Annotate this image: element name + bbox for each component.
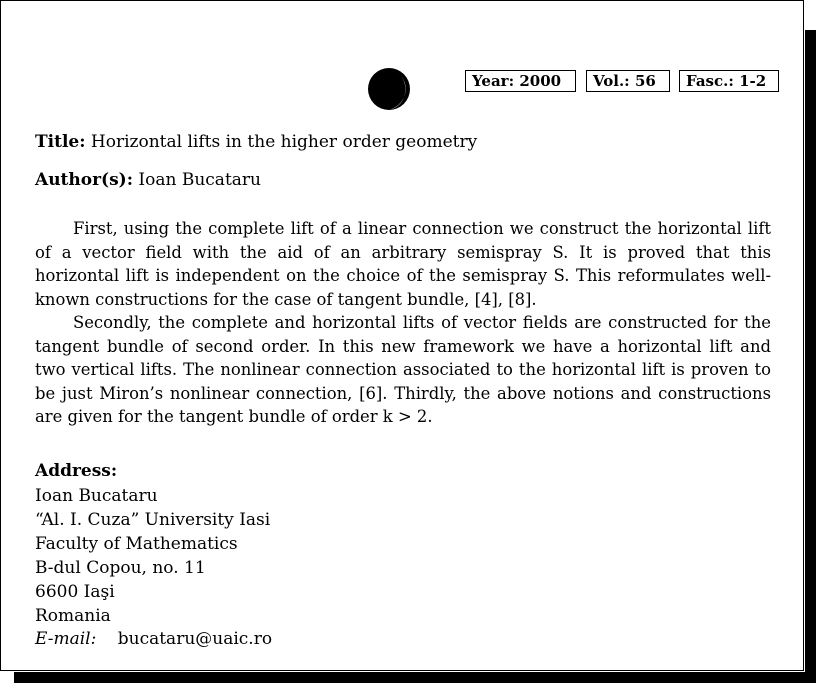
abstract-paragraph-2: Secondly, the complete and horizontal lifts of vector fields are constructed for the tangent bundle of second order. In this new framework we have a horizontal lift and two vertical lifts. The nonlinear connection associated to the horizontal lift is proven to be just Miron’s nonlinear connection, [6]. Thirdly, the above notions and constructions are given for the tangent bundle of order k > 2. [35, 313, 771, 426]
fascicle-badge: Fasc.: 1-2 [679, 70, 779, 92]
author-label: Author(s): [35, 170, 133, 190]
card-shadow-right [805, 30, 816, 683]
email-address[interactable]: bucataru@uaic.ro [117, 629, 273, 649]
author-row [35, 170, 261, 190]
abstract [35, 217, 771, 429]
article-author: Ioan Bucataru [138, 170, 261, 190]
card-shadow-bottom [14, 672, 816, 683]
email-row [35, 629, 272, 649]
address-line-city: 6600 Iaşi [35, 582, 115, 602]
title-label: Title: [35, 132, 86, 152]
article-title: Horizontal lifts in the higher order geometry [90, 132, 478, 152]
address-line-university: “Al. I. Cuza” University Iasi [35, 510, 271, 530]
address-line-country: Romania [35, 606, 111, 626]
volume-badge: Vol.: 56 [586, 70, 670, 92]
email-label: E-mail: [35, 629, 97, 649]
address-line-street: B-dul Copou, no. 11 [35, 558, 206, 578]
address-heading: Address: [35, 461, 118, 481]
title-row [35, 132, 477, 152]
address-line-faculty: Faculty of Mathematics [35, 534, 238, 554]
address-line-name: Ioan Bucataru [35, 486, 158, 506]
abstract-paragraph-1: First, using the complete lift of a linear connection we construct the horizontal lift of a vector field with the aid of an arbitrary semispray S. It is proved that this horizontal lift is independent on the choice of the semispray S. This reformulates well-known constructions for the case of tangent bundle, [4], [8]. [35, 219, 771, 309]
moon-logo-icon [367, 67, 411, 111]
year-badge: Year: 2000 [465, 70, 576, 92]
